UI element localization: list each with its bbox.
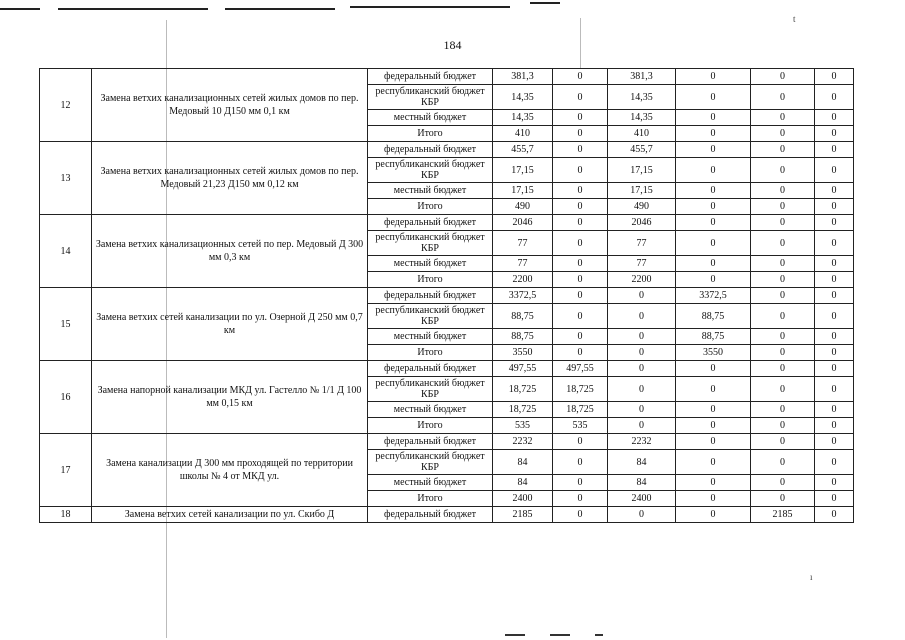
amount-cell: 2232 — [608, 434, 676, 450]
amount-cell: 0 — [751, 402, 815, 418]
amount-cell: 84 — [608, 475, 676, 491]
amount-cell: 0 — [676, 272, 751, 288]
amount-cell: 0 — [751, 329, 815, 345]
amount-cell: 14,35 — [493, 85, 553, 110]
work-description: Замена канализации Д 300 мм проходящей по территории школы № 4 от МКД ул. — [92, 434, 368, 507]
amount-cell: 0 — [608, 361, 676, 377]
amount-cell: 0 — [815, 304, 854, 329]
amount-cell: 0 — [553, 85, 608, 110]
amount-cell: 0 — [608, 329, 676, 345]
row-number: 18 — [40, 507, 92, 523]
amount-cell: 0 — [553, 126, 608, 142]
funding-source: республиканский бюджет КБР — [368, 158, 493, 183]
amount-cell: 0 — [553, 256, 608, 272]
scan-edge-mark — [595, 634, 603, 636]
amount-cell: 17,15 — [608, 158, 676, 183]
amount-cell: 0 — [751, 418, 815, 434]
funding-source: республиканский бюджет КБР — [368, 450, 493, 475]
amount-cell: 0 — [751, 183, 815, 199]
row-number: 14 — [40, 215, 92, 288]
funding-source: местный бюджет — [368, 183, 493, 199]
amount-cell: 0 — [751, 199, 815, 215]
amount-cell: 455,7 — [608, 142, 676, 158]
amount-cell: 455,7 — [493, 142, 553, 158]
amount-cell: 0 — [676, 402, 751, 418]
amount-cell: 17,15 — [493, 158, 553, 183]
scan-edge-mark — [350, 6, 510, 8]
side-mark: ı — [810, 572, 813, 582]
amount-cell: 0 — [751, 69, 815, 85]
amount-cell: 0 — [815, 402, 854, 418]
amount-cell: 490 — [608, 199, 676, 215]
amount-cell: 0 — [751, 450, 815, 475]
amount-cell: 0 — [676, 507, 751, 523]
amount-cell: 0 — [676, 85, 751, 110]
amount-cell: 0 — [815, 272, 854, 288]
amount-cell: 3372,5 — [493, 288, 553, 304]
amount-cell: 0 — [676, 215, 751, 231]
amount-cell: 0 — [815, 491, 854, 507]
budget-table — [39, 68, 854, 523]
amount-cell: 0 — [608, 402, 676, 418]
amount-cell: 2232 — [493, 434, 553, 450]
amount-cell: 0 — [815, 85, 854, 110]
amount-cell: 0 — [676, 126, 751, 142]
funding-source: федеральный бюджет — [368, 361, 493, 377]
page-number: 184 — [443, 38, 462, 52]
amount-cell: 0 — [751, 304, 815, 329]
funding-source: Итого — [368, 199, 493, 215]
amount-cell: 0 — [608, 345, 676, 361]
amount-cell: 14,35 — [493, 110, 553, 126]
amount-cell: 0 — [751, 491, 815, 507]
amount-cell: 0 — [815, 507, 854, 523]
funding-source: местный бюджет — [368, 110, 493, 126]
funding-source: Итого — [368, 345, 493, 361]
amount-cell: 0 — [676, 183, 751, 199]
amount-cell: 0 — [815, 110, 854, 126]
work-description: Замена ветхих канализационных сетей по пер. Медовый Д 300 мм 0,3 км — [92, 215, 368, 288]
amount-cell: 0 — [815, 329, 854, 345]
funding-source: местный бюджет — [368, 402, 493, 418]
amount-cell: 2185 — [751, 507, 815, 523]
scan-edge-mark — [505, 634, 525, 636]
amount-cell: 18,725 — [553, 377, 608, 402]
amount-cell: 0 — [815, 158, 854, 183]
amount-cell: 0 — [751, 272, 815, 288]
amount-cell: 84 — [608, 450, 676, 475]
amount-cell: 410 — [608, 126, 676, 142]
amount-cell: 0 — [676, 142, 751, 158]
amount-cell: 0 — [553, 215, 608, 231]
amount-cell: 18,725 — [493, 402, 553, 418]
amount-cell: 0 — [553, 434, 608, 450]
amount-cell: 2200 — [493, 272, 553, 288]
amount-cell: 0 — [553, 507, 608, 523]
scan-edge-mark — [225, 8, 335, 10]
amount-cell: 0 — [815, 475, 854, 491]
amount-cell: 0 — [553, 158, 608, 183]
amount-cell: 0 — [553, 142, 608, 158]
table-row — [40, 361, 854, 377]
amount-cell: 0 — [815, 256, 854, 272]
amount-cell: 0 — [815, 231, 854, 256]
amount-cell: 0 — [751, 434, 815, 450]
work-description: Замена напорной канализации МКД ул. Гастелло № 1/1 Д 100 мм 0,15 км — [92, 361, 368, 434]
amount-cell: 0 — [676, 110, 751, 126]
amount-cell: 0 — [676, 377, 751, 402]
amount-cell: 2400 — [608, 491, 676, 507]
amount-cell: 497,55 — [493, 361, 553, 377]
amount-cell: 2046 — [493, 215, 553, 231]
amount-cell: 0 — [815, 434, 854, 450]
funding-source: Итого — [368, 126, 493, 142]
amount-cell: 0 — [751, 215, 815, 231]
amount-cell: 0 — [751, 110, 815, 126]
corner-mark: t — [793, 14, 796, 24]
amount-cell: 0 — [676, 491, 751, 507]
amount-cell: 0 — [751, 345, 815, 361]
table-row — [40, 288, 854, 304]
amount-cell: 0 — [676, 256, 751, 272]
amount-cell: 0 — [751, 361, 815, 377]
work-description: Замена ветхих канализационных сетей жилых домов по пер. Медовый 21,23 Д150 мм 0,12 км — [92, 142, 368, 215]
amount-cell: 0 — [751, 256, 815, 272]
work-description: Замена ветхих канализационных сетей жилых домов по пер. Медовый 10 Д150 мм 0,1 км — [92, 69, 368, 142]
amount-cell: 0 — [608, 418, 676, 434]
amount-cell: 0 — [553, 450, 608, 475]
amount-cell: 0 — [815, 69, 854, 85]
row-number: 13 — [40, 142, 92, 215]
amount-cell: 0 — [553, 231, 608, 256]
amount-cell: 535 — [493, 418, 553, 434]
amount-cell: 88,75 — [493, 329, 553, 345]
amount-cell: 0 — [553, 183, 608, 199]
amount-cell: 17,15 — [493, 183, 553, 199]
amount-cell: 0 — [553, 475, 608, 491]
amount-cell: 410 — [493, 126, 553, 142]
work-description: Замена ветхих сетей канализации по ул. Озерной Д 250 мм 0,7 км — [92, 288, 368, 361]
amount-cell: 0 — [815, 126, 854, 142]
amount-cell: 2046 — [608, 215, 676, 231]
amount-cell: 0 — [751, 475, 815, 491]
amount-cell: 0 — [676, 361, 751, 377]
row-number: 16 — [40, 361, 92, 434]
funding-source: Итого — [368, 272, 493, 288]
amount-cell: 0 — [553, 69, 608, 85]
amount-cell: 0 — [751, 288, 815, 304]
amount-cell: 381,3 — [608, 69, 676, 85]
amount-cell: 77 — [493, 231, 553, 256]
amount-cell: 77 — [608, 256, 676, 272]
row-number: 15 — [40, 288, 92, 361]
table-row — [40, 507, 854, 523]
amount-cell: 88,75 — [676, 329, 751, 345]
amount-cell: 0 — [676, 158, 751, 183]
funding-source: республиканский бюджет КБР — [368, 304, 493, 329]
amount-cell: 0 — [815, 345, 854, 361]
amount-cell: 84 — [493, 475, 553, 491]
amount-cell: 2200 — [608, 272, 676, 288]
amount-cell: 2185 — [493, 507, 553, 523]
funding-source: федеральный бюджет — [368, 288, 493, 304]
amount-cell: 0 — [553, 199, 608, 215]
amount-cell: 0 — [553, 304, 608, 329]
amount-cell: 0 — [676, 475, 751, 491]
funding-source: федеральный бюджет — [368, 507, 493, 523]
funding-source: Итого — [368, 418, 493, 434]
amount-cell: 0 — [815, 450, 854, 475]
amount-cell: 0 — [608, 288, 676, 304]
row-number: 17 — [40, 434, 92, 507]
amount-cell: 0 — [553, 272, 608, 288]
amount-cell: 18,725 — [553, 402, 608, 418]
amount-cell: 3550 — [493, 345, 553, 361]
amount-cell: 0 — [815, 142, 854, 158]
amount-cell: 0 — [815, 288, 854, 304]
amount-cell: 3550 — [676, 345, 751, 361]
funding-source: федеральный бюджет — [368, 434, 493, 450]
funding-source: местный бюджет — [368, 256, 493, 272]
amount-cell: 497,55 — [553, 361, 608, 377]
amount-cell: 0 — [676, 199, 751, 215]
funding-source: Итого — [368, 491, 493, 507]
amount-cell: 0 — [751, 377, 815, 402]
funding-source: федеральный бюджет — [368, 142, 493, 158]
amount-cell: 381,3 — [493, 69, 553, 85]
amount-cell: 0 — [815, 183, 854, 199]
amount-cell: 0 — [608, 507, 676, 523]
amount-cell: 0 — [676, 434, 751, 450]
work-description: Замена ветхих сетей канализации по ул. Скибо Д — [92, 507, 368, 523]
amount-cell: 0 — [815, 215, 854, 231]
amount-cell: 0 — [553, 345, 608, 361]
funding-source: республиканский бюджет КБР — [368, 377, 493, 402]
amount-cell: 0 — [608, 377, 676, 402]
row-number: 12 — [40, 69, 92, 142]
amount-cell: 0 — [751, 231, 815, 256]
amount-cell: 14,35 — [608, 85, 676, 110]
funding-source: федеральный бюджет — [368, 69, 493, 85]
amount-cell: 0 — [553, 491, 608, 507]
scan-edge-mark — [530, 2, 560, 4]
amount-cell: 0 — [553, 288, 608, 304]
amount-cell: 77 — [608, 231, 676, 256]
amount-cell: 0 — [676, 450, 751, 475]
amount-cell: 0 — [676, 69, 751, 85]
amount-cell: 0 — [751, 126, 815, 142]
funding-source: республиканский бюджет КБР — [368, 85, 493, 110]
funding-source: местный бюджет — [368, 475, 493, 491]
amount-cell: 18,725 — [493, 377, 553, 402]
amount-cell: 0 — [751, 158, 815, 183]
funding-source: местный бюджет — [368, 329, 493, 345]
amount-cell: 0 — [751, 142, 815, 158]
amount-cell: 14,35 — [608, 110, 676, 126]
amount-cell: 490 — [493, 199, 553, 215]
funding-source: республиканский бюджет КБР — [368, 231, 493, 256]
amount-cell: 88,75 — [493, 304, 553, 329]
scan-edge-mark — [550, 634, 570, 636]
table-row — [40, 69, 854, 85]
amount-cell: 84 — [493, 450, 553, 475]
amount-cell: 0 — [553, 110, 608, 126]
funding-source: федеральный бюджет — [368, 215, 493, 231]
amount-cell: 0 — [815, 377, 854, 402]
scan-edge-mark — [0, 8, 40, 10]
amount-cell: 0 — [608, 304, 676, 329]
amount-cell: 0 — [815, 199, 854, 215]
amount-cell: 88,75 — [676, 304, 751, 329]
amount-cell: 0 — [815, 418, 854, 434]
amount-cell: 0 — [815, 361, 854, 377]
amount-cell: 77 — [493, 256, 553, 272]
scan-edge-mark — [58, 8, 208, 10]
amount-cell: 0 — [751, 85, 815, 110]
amount-cell: 17,15 — [608, 183, 676, 199]
amount-cell: 0 — [676, 231, 751, 256]
table-row — [40, 434, 854, 450]
amount-cell: 0 — [676, 418, 751, 434]
amount-cell: 2400 — [493, 491, 553, 507]
table-row — [40, 215, 854, 231]
table-row — [40, 142, 854, 158]
amount-cell: 0 — [553, 329, 608, 345]
amount-cell: 3372,5 — [676, 288, 751, 304]
amount-cell: 535 — [553, 418, 608, 434]
